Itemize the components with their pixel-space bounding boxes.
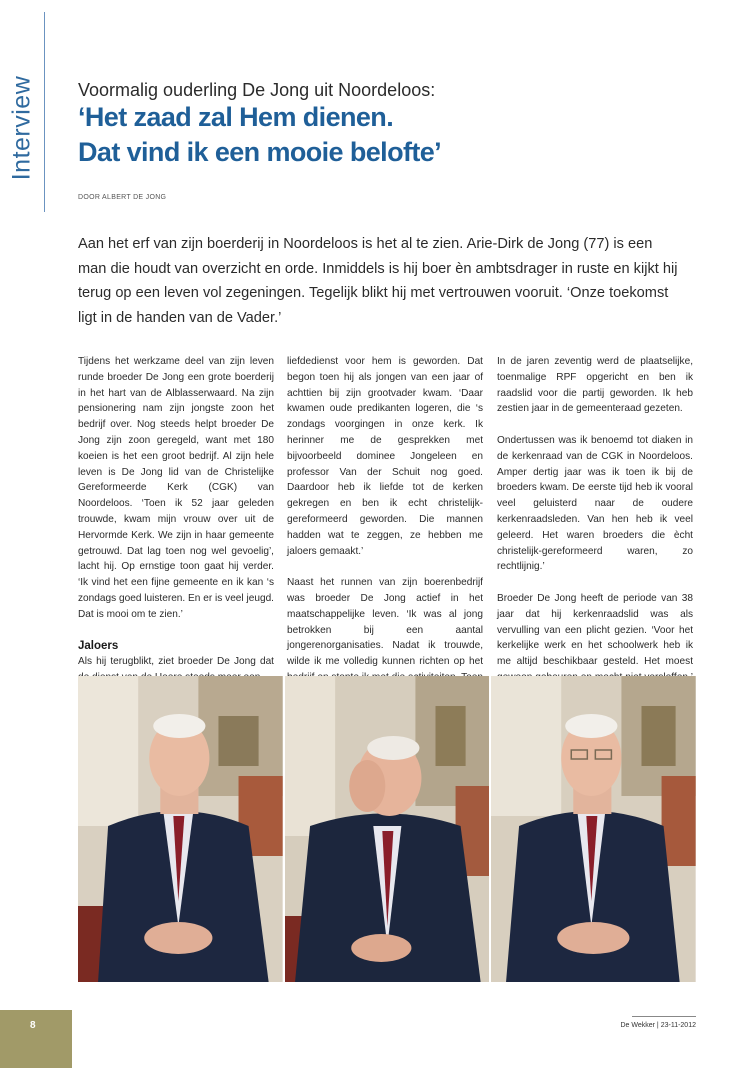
- photo-strip: [78, 676, 696, 982]
- paragraph: Als hij terugblikt, ziet broeder De Jong dat: [78, 656, 274, 668]
- paragraph: Tijdens het werkzame deel van zijn leven runde broeder De Jong een grote boerderij in het hart van de Alblasserwaard. Na zijn pensionering nam zijn jongste zoon het bedrijf over. Nog steeds helpt broeder De Jong zijn zoon geregeld, want met 180 koeien is het een groot bedrijf. Al zijn hele leven is De Jong lid van de Christelijke Gereformeerde Kerk (CGK) van Noordeloos. ‘Toen ik 52 jaar geleden trouwde, kwam mijn vrouw over uit de Hervormde Kerk. We zijn in haar gemeente getrouwd. Dat lag toen nog wel gevoelig’, lacht hij. Op ernstige toon gaat hij verder. ‘Ik vind het een fijne gemeente en ik kan ‘s zondags goed luisteren. En er is veel jeugd. Dat is mooi om te zien.’: [78, 356, 274, 620]
- paragraph: Naast het runnen van zijn boerenbedrijf was broeder De Jong actief in het maatschappelijke leven. ‘Ik was al jong betrokken bij een aantal jongerenorganisaties. Nadat ik trouwde, wilde ik me volledig kunnen richten op het: [287, 577, 483, 668]
- intro-paragraph: Aan het erf van zijn boerderij in Noordeloos is het al te zien. Arie-Dirk de Jong (77) is een man die houdt van overzicht en orde. Inmiddels is hij boer èn ambtsdrager in ruste en kijkt hij terug op een leven vol zegeningen. Tegelijk blikt hij met vertrouwen vooruit. ‘Onze toekomst ligt in de handen van de Vader.’: [78, 236, 678, 326]
- footer-divider: [632, 1016, 696, 1017]
- paragraph: In de jaren zeventig werd de plaatselijke, toenmalige RPF opgericht en ben ik raadslid voor die partij geworden. Ik heb zestien jaar in de gemeenteraad gezeten.: [497, 356, 693, 415]
- paragraph: Ondertussen was ik benoemd tot diaken in de kerkenraad van de CGK in Noordeloos. Amper dertig jaar was ik toen ik bij de broeders kwam. De eerste tijd heb ik vooral veel geluisterd naar de oudere kerkenraadsleden. Van hen heb ik veel geleerd. Het waren broeders die ècht christelijk-gereformeerd waren, zo rechtlijnig.’: [497, 434, 693, 573]
- portrait-photo-1: [78, 676, 283, 982]
- portrait-photo-3: [491, 676, 696, 982]
- article-column-1: [78, 354, 274, 686]
- kicker: Voormalig ouderling De Jong uit Noordeloos:: [78, 80, 436, 100]
- paragraph: liefdedienst voor hem is geworden. Dat begon toen hij als jongen van een jaar of achttien bij zijn grootvader kwam. ‘Daar kwamen oude predikanten logeren, die ‘s zondags voorgingen in onze kerk. Ik herinner me de gesprekken met bijvoorbeeld dominee Jongeleen en professor Van der Schuit nog goed. Daardoor heb ik liefde tot de kerken gekregen en ben ik echt christelijk-gereformeerd geworden. Die mannen hadden wat te zeggen, ze hebben me jaloers gemaakt.’: [287, 356, 483, 557]
- headline-line-1: ‘Het zaad zal Hem dienen.: [78, 102, 394, 132]
- page-number: 8: [30, 1020, 36, 1031]
- section-label-text: Interview: [7, 75, 36, 181]
- portrait-photo-2: [285, 676, 490, 982]
- page-number-box: [0, 1010, 72, 1068]
- article-column-2: [287, 354, 483, 717]
- section-label: [2, 58, 42, 198]
- article-column-3: [497, 354, 693, 702]
- paragraph: Broeder De Jong heeft de periode van 38 jaar dat hij kerkenraadslid was als vervulling van een plicht gezien. ‘Voor het kerkelijke werk en het schoolwerk heb ik me altijd beschikbaar gesteld. Het moest: [497, 592, 693, 668]
- headline-line-2: Dat vind ik een mooie belofte’: [78, 137, 442, 167]
- publication-footer: De Wekker | 23-11-2012: [620, 1022, 696, 1029]
- byline: DOOR ALBERT DE JONG: [78, 194, 167, 201]
- subheading-jaloers: Jaloers: [78, 640, 119, 653]
- headline: [78, 100, 638, 170]
- section-divider: [44, 12, 45, 212]
